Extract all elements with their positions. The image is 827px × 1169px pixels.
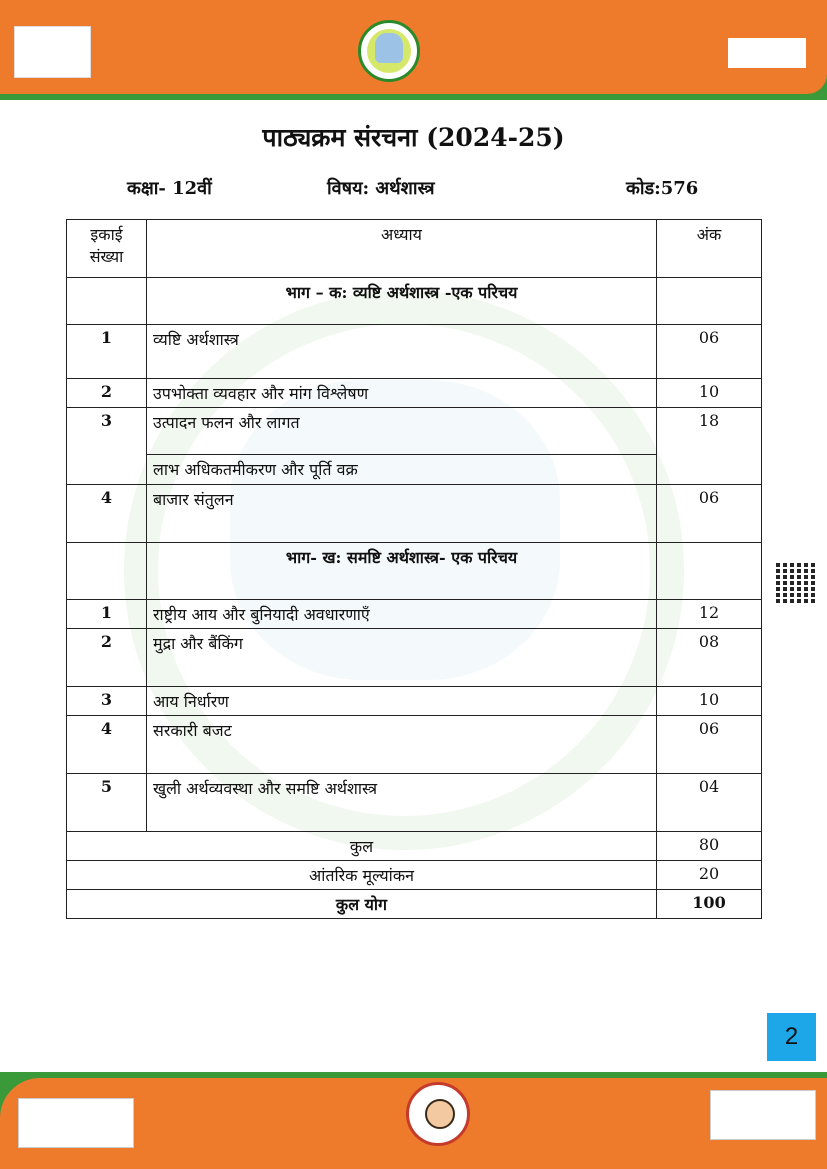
unit-cell: 3 (67, 687, 147, 716)
grand-total-label: कुल योग (67, 890, 657, 919)
marks-cell: 06 (657, 325, 762, 379)
class-label: कक्षा- 12वीं (127, 178, 212, 199)
part-b-row (67, 543, 762, 600)
qr-code (776, 563, 816, 603)
table-row (67, 600, 762, 629)
marks-cell: 08 (657, 629, 762, 687)
chapter-cell: बाजार संतुलन (147, 485, 657, 543)
header-chapter: अध्याय (147, 220, 657, 278)
chapter-cell: व्यष्टि अर्थशास्त्र (147, 325, 657, 379)
marks-cell: 10 (657, 379, 762, 408)
unit-cell: 2 (67, 629, 147, 687)
chapter-cell: राष्ट्रीय आय और बुनियादी अवधारणाएँ (147, 600, 657, 629)
part-a-row (67, 278, 762, 325)
header-unit: इकाई संख्या (67, 220, 147, 278)
chapter-cell: मुद्रा और बैंकिंग (147, 629, 657, 687)
marks-cell: 06 (657, 716, 762, 774)
total-value: 80 (657, 832, 762, 861)
marks-cell: 06 (657, 485, 762, 543)
table-row (67, 774, 762, 832)
table-row (67, 325, 762, 379)
unit-cell: 1 (67, 600, 147, 629)
grand-total-value: 100 (657, 890, 762, 919)
chapter-cell: आय निर्धारण (147, 687, 657, 716)
total-label: कुल (67, 832, 657, 861)
total-row (67, 832, 762, 861)
header-marks: अंक (657, 220, 762, 278)
chapter-cell: उत्पादन फलन और लागत (147, 408, 657, 455)
table-row (67, 379, 762, 408)
internal-row (67, 861, 762, 890)
part-b-title: भाग- ख: समष्टि अर्थशास्त्र- एक परिचय (147, 543, 657, 600)
board-emblem-logo (358, 20, 420, 82)
table-row (67, 629, 762, 687)
code-label: कोड:576 (626, 178, 699, 199)
unit-cell: 2 (67, 379, 147, 408)
azadi-logo (14, 26, 91, 78)
table-row (67, 716, 762, 774)
unit-cell: 4 (67, 485, 147, 543)
internal-label: आंतरिक मूल्यांकन (67, 861, 657, 890)
unit-cell: 5 (67, 774, 147, 832)
table-row (67, 408, 762, 455)
marks-cell: 12 (657, 600, 762, 629)
chapter-cell: खुली अर्थव्यवस्था और समष्टि अर्थशास्त्र (147, 774, 657, 832)
marks-cell: 10 (657, 687, 762, 716)
internal-value: 20 (657, 861, 762, 890)
page-title: पाठ्यक्रम संरचना (2024-25) (262, 123, 565, 152)
unit-cell: 3 (67, 408, 147, 485)
beti-padhao-logo (406, 1082, 470, 1146)
digital-india-logo (728, 38, 806, 68)
unit-cell: 1 (67, 325, 147, 379)
swachh-bharat-logo (18, 1098, 134, 1148)
marks-cell: 04 (657, 774, 762, 832)
syllabus-table (66, 219, 762, 919)
table-header-row (67, 220, 762, 278)
marks-cell: 18 (657, 408, 762, 485)
subject-label: विषय: अर्थशास्त्र (327, 178, 435, 199)
grand-total-row (67, 890, 762, 919)
part-a-title: भाग – क: व्यष्टि अर्थशास्त्र -एक परिचय (147, 278, 657, 325)
chapter-cell: सरकारी बजट (147, 716, 657, 774)
chapter-cell: उपभोक्ता व्यवहार और मांग विश्लेषण (147, 379, 657, 408)
page-number: 2 (767, 1013, 816, 1061)
table-row (67, 687, 762, 716)
shiksha-abhiyan-logo (710, 1090, 816, 1140)
unit-cell: 4 (67, 716, 147, 774)
table-row (67, 485, 762, 543)
chapter-cell: लाभ अधिकतमीकरण और पूर्ति वक्र (147, 455, 657, 485)
